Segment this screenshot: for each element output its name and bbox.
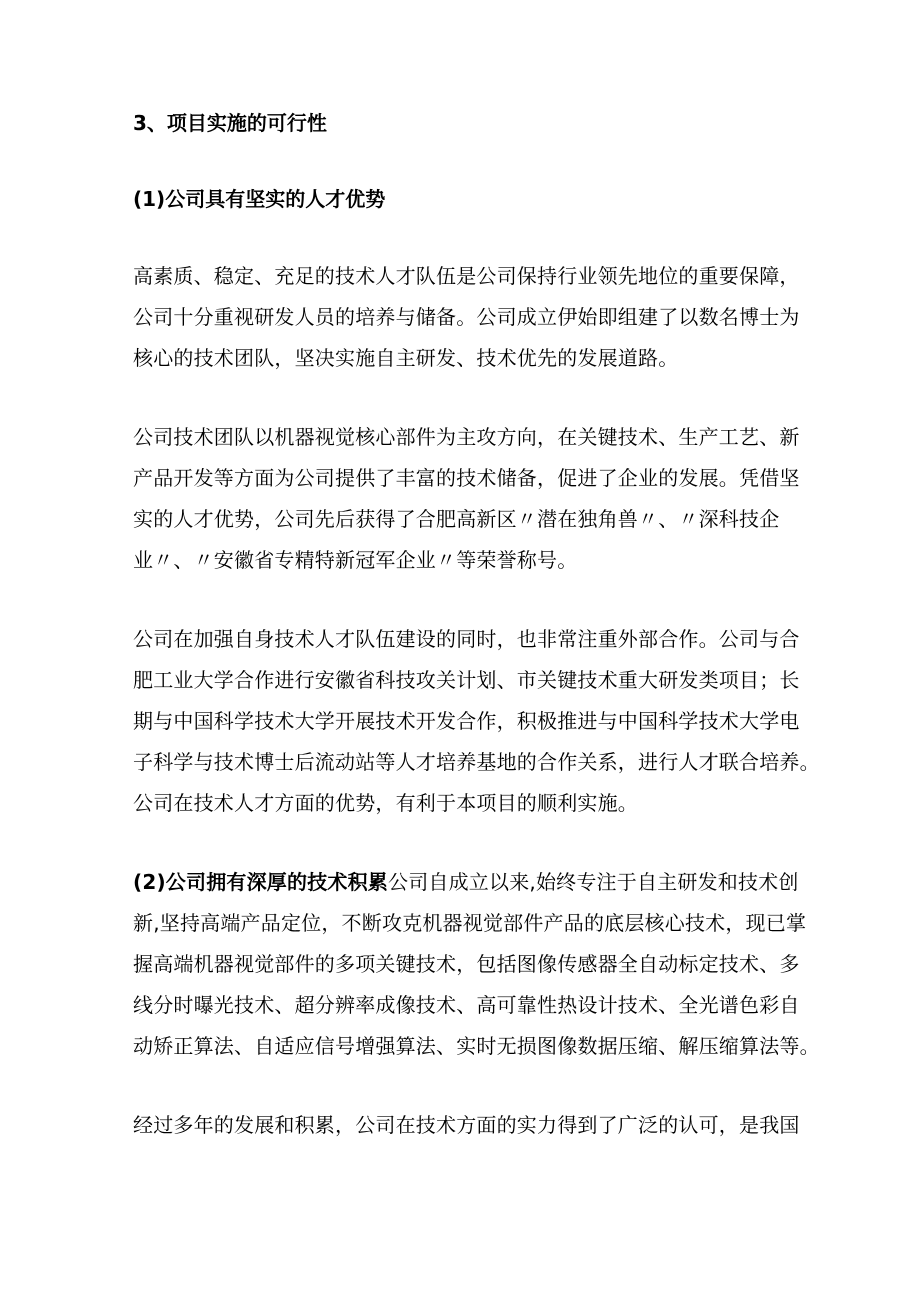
subheading-talent-advantage: (1)公司具有坚实的人才优势	[133, 187, 386, 211]
text-line: 公司在加强自身技术人才队伍建设的同时，也非常注重外部合作。公司与合	[133, 627, 800, 651]
paragraph-recognition	[133, 1105, 800, 1146]
subheading-technical-accumulation: (2)公司拥有深厚的技术积累	[133, 870, 388, 894]
text-line: 动矫正算法、自适应信号增强算法、实时无损图像数据压缩、解压缩算法等。	[133, 1034, 820, 1058]
text-line: 公司在技术人才方面的优势，有利于本项目的顺利实施。	[133, 791, 638, 815]
text-line: 高素质、稳定、充足的技术人才队伍是公司保持行业领先地位的重要保障，	[133, 264, 800, 288]
text-line: 核心的技术团队，坚决实施自主研发、技术优先的发展道路。	[133, 346, 679, 370]
text-line: 经过多年的发展和积累，公司在技术方面的实力得到了广泛的认可，是我国	[133, 1113, 800, 1137]
text-line: 新,坚持高端产品定位，不断攻克机器视觉部件产品的底层核心技术，现已掌	[133, 911, 807, 935]
text-line: 线分时曝光技术、超分辨率成像技术、高可靠性热设计技术、全光谱色彩自	[133, 993, 800, 1017]
text-line: 业〃、〃安徽省专精特新冠军企业〃等荣誉称号。	[133, 548, 578, 572]
text-line	[133, 862, 797, 903]
text-line: 公司十分重视研发人员的培养与储备。公司成立伊始即组建了以数名博士为	[133, 305, 800, 329]
text-line: 产品开发等方面为公司提供了丰富的技术储备，促进了企业的发展。凭借坚	[133, 466, 800, 490]
document-page	[133, 104, 820, 1184]
text-run: 公司自成立以来,始终专注于自主研发和技术创	[388, 870, 799, 894]
paragraph-technical-accumulation	[133, 862, 820, 1067]
text-line: 肥工业大学合作进行安徽省科技攻关计划、市关键技术重大研发类项目；长	[133, 668, 800, 692]
text-line: 实的人才优势，公司先后获得了合肥高新区〃潜在独角兽〃、〃深科技企	[133, 507, 780, 531]
paragraph-team-direction	[133, 417, 800, 581]
text-line: 握高端机器视觉部件的多项关键技术，包括图像传感器全自动标定技术、多	[133, 952, 800, 976]
section-heading: 3、项目实施的可行性	[133, 111, 327, 135]
paragraph-external-cooperation	[133, 619, 820, 824]
text-line: 子科学与技术博士后流动站等人才培养基地的合作关系，进行人才联合培养。	[133, 750, 820, 774]
paragraph-team-quality	[133, 256, 800, 379]
text-line: 期与中国科学技术大学开展技术开发合作，积极推进与中国科学技术大学电	[133, 709, 800, 733]
text-line: 公司技术团队以机器视觉核心部件为主攻方向，在关键技术、生产工艺、新	[133, 425, 800, 449]
